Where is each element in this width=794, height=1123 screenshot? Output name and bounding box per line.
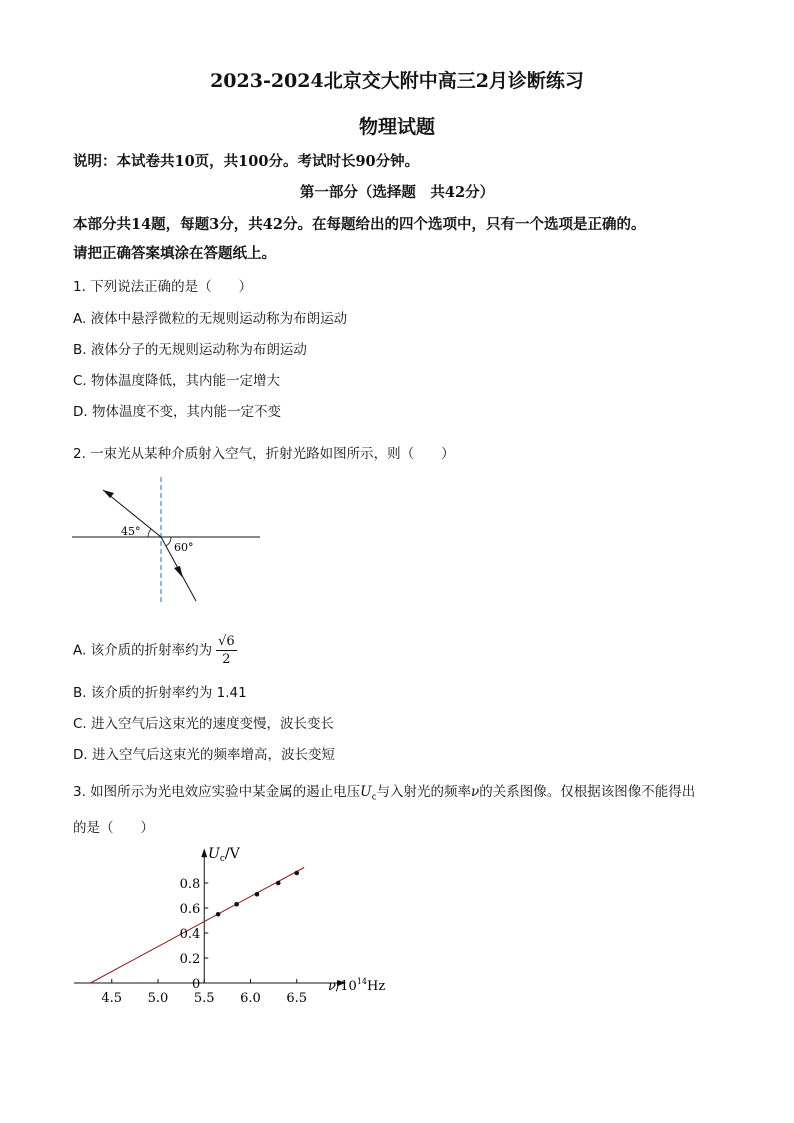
q3-stem-part1: 3. 如图所示为光电效应实验中某金属的遏止电压 xyxy=(73,784,361,800)
exam-note: 说明：本试卷共10页，共100分。考试时长90分钟。 xyxy=(73,153,420,170)
y-axis-label: $U_c/V$ xyxy=(208,846,240,864)
y-tick-label-2: 0.4 xyxy=(179,927,201,942)
y-axis-arrow xyxy=(201,848,207,857)
question-2-option-d[interactable]: D. 进入空气后这束光的频率增高，波长变短 xyxy=(73,747,335,763)
x-tick-label-0: 4.5 xyxy=(101,991,123,1006)
fraction-denominator: 2 xyxy=(222,652,231,667)
q3-var-nu: ν xyxy=(471,784,480,800)
angle-label-45: 45° xyxy=(121,525,141,538)
arrowhead-incident xyxy=(174,566,183,578)
arc-60 xyxy=(166,537,171,546)
refraction-diagram xyxy=(70,475,270,605)
question-3-stem-line2: 的是（ ） xyxy=(73,820,154,836)
question-2-option-b[interactable]: B. 该介质的折射率约为 1.41 xyxy=(73,685,247,701)
q3-sub-c: c xyxy=(371,792,377,803)
page-title: 2023-2024北京交大附中高三2月诊断练习 xyxy=(210,70,584,92)
section-instructions-1: 本部分共14题，每题3分，共42分。在每题给出的四个选项中，只有一个选项是正确的。 xyxy=(73,216,646,233)
question-2-option-a[interactable] xyxy=(73,634,237,667)
question-1-option-c[interactable]: C. 物体温度降低，其内能一定增大 xyxy=(73,373,281,389)
arc-45 xyxy=(148,529,151,537)
angle-label-60: 60° xyxy=(174,541,194,554)
question-2-option-c[interactable]: C. 进入空气后这束光的速度变慢，波长变长 xyxy=(73,716,335,732)
stopping-voltage-chart xyxy=(70,840,400,1015)
data-point-3 xyxy=(276,881,281,886)
page-subtitle: 物理试题 xyxy=(358,116,435,138)
data-point-4 xyxy=(294,871,299,876)
x-tick-label-2: 5.5 xyxy=(193,991,215,1006)
question-3-stem-line1 xyxy=(73,780,695,803)
x-tick-label-4: 6.5 xyxy=(286,991,308,1006)
y-tick-label-3: 0.6 xyxy=(179,902,201,917)
q3-stem-part2: 与入射光的频率 xyxy=(376,784,472,800)
y-tick-label-4: 0.8 xyxy=(179,877,201,892)
data-point-1 xyxy=(234,902,239,907)
section-title: 第一部分（选择题 共42分） xyxy=(299,184,495,201)
question-1-option-a[interactable]: A. 液体中悬浮微粒的无规则运动称为布朗运动 xyxy=(73,311,348,327)
question-1-option-d[interactable]: D. 物体温度不变，其内能一定不变 xyxy=(73,404,281,420)
fraction-numerator: √6 xyxy=(218,634,235,649)
question-1-stem: 1. 下列说法正确的是（ ） xyxy=(73,279,253,295)
question-2-stem: 2. 一束光从某种介质射入空气，折射光路如图所示，则（ ） xyxy=(73,446,455,462)
x-tick-label-3: 6.0 xyxy=(240,991,261,1006)
option-a-text: A. 该介质的折射率约为 xyxy=(73,642,213,659)
y-tick-label-1: 0.2 xyxy=(179,952,201,967)
question-1-option-b[interactable]: B. 液体分子的无规则运动称为布朗运动 xyxy=(73,342,307,358)
data-point-0 xyxy=(216,912,221,917)
x-tick-label-1: 5.0 xyxy=(147,991,169,1006)
y-tick-label-0: 0 xyxy=(191,977,201,992)
q3-stem-part3: 的关系图像。仅根据该图像不能得出 xyxy=(479,784,696,800)
data-point-2 xyxy=(255,892,260,897)
x-axis-label: $\nu/10^{14}Hz$ xyxy=(328,977,386,994)
data-points xyxy=(216,871,299,917)
fraction-sqrt6-over-2 xyxy=(216,634,237,667)
arrowhead-refracted xyxy=(103,490,114,498)
section-instructions-2: 请把正确答案填涂在答题纸上。 xyxy=(73,245,276,262)
q3-var-u: U xyxy=(360,784,372,800)
